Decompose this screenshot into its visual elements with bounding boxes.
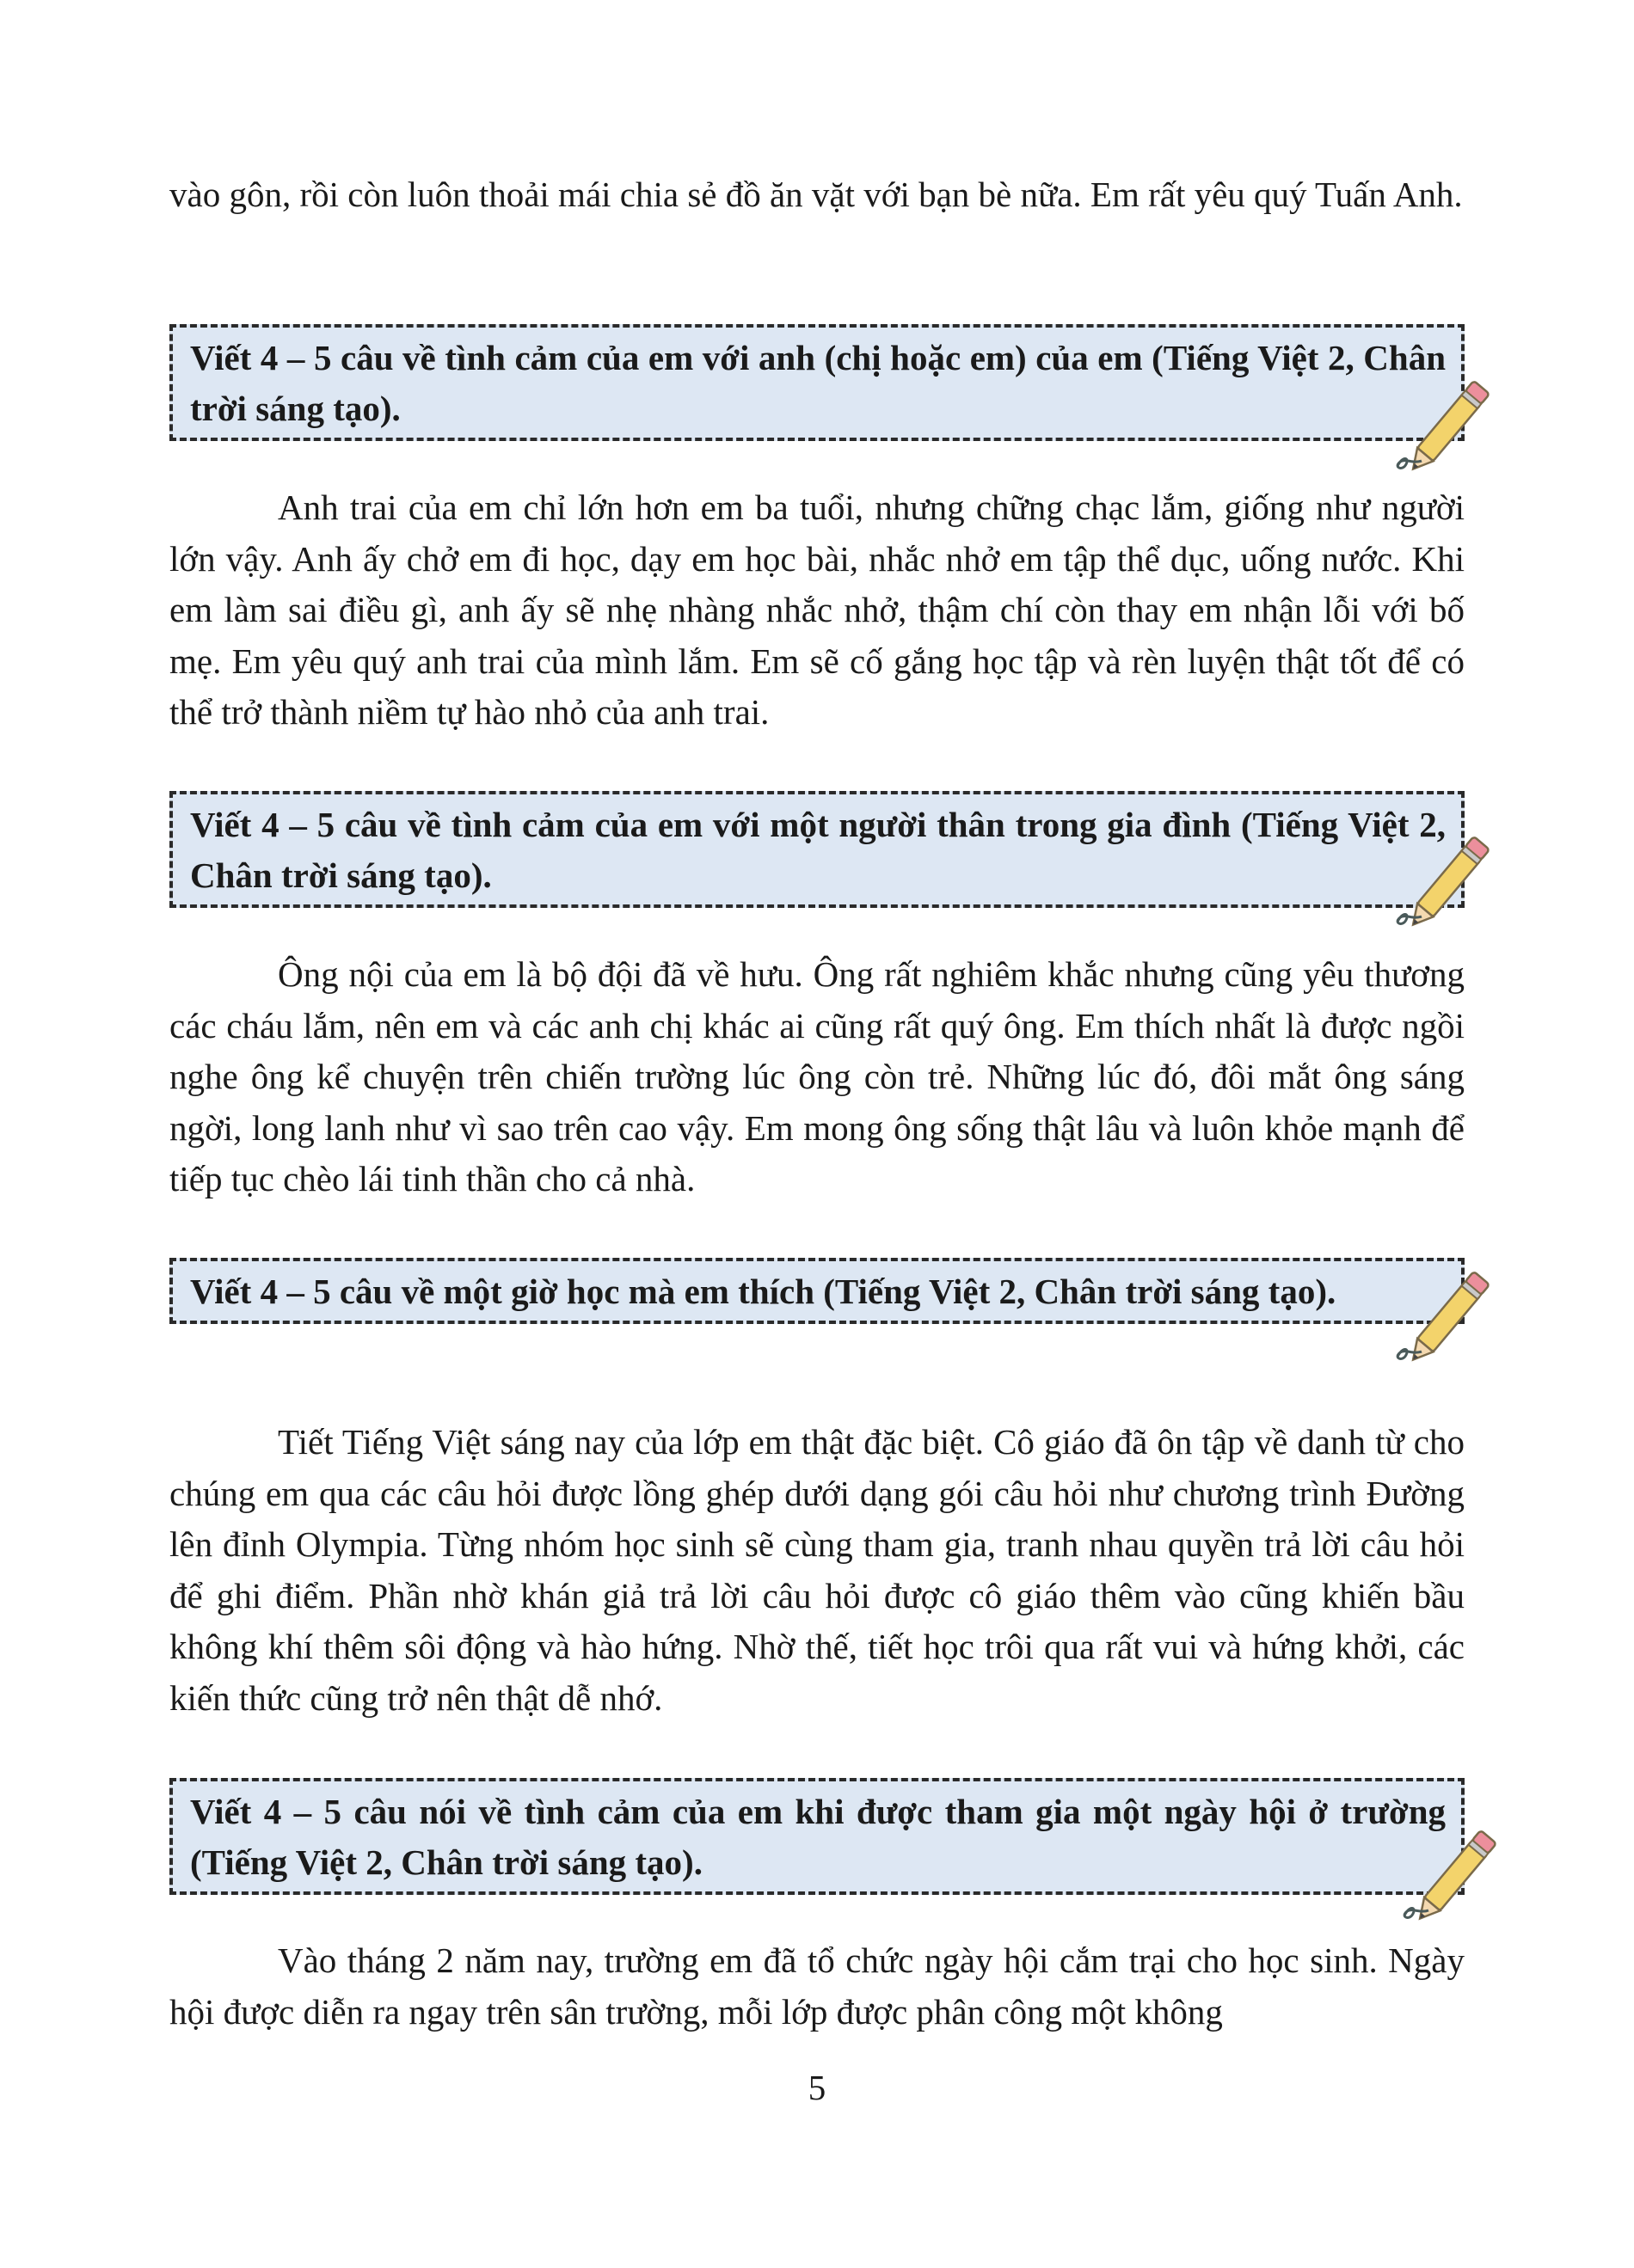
pencil-icon [1387, 377, 1508, 480]
heading-box-festival: Viết 4 – 5 câu nói về tình cảm của em khi được tham gia một ngày hội ở trường (Tiếng Việt 2, Chân trời sáng tạo). [169, 1778, 1465, 1895]
paragraph-lesson: Tiết Tiếng Việt sáng nay của lớp em thật đặc biệt. Cô giáo đã ôn tập về danh từ cho chúng em qua các câu hỏi được lồng ghép dưới dạng gói câu hỏi như chương trình Đường lên đỉnh Olympia. Từng nhóm học sinh sẽ cùng tham gia, tranh nhau quyền trả lời câu hỏi để ghi điểm. Phần nhờ khán giả trả lời câu hỏi được cô giáo thêm vào cũng khiến bầu không khí thêm sôi động và hào hứng. Nhờ thế, tiết học trôi qua rất vui và hứng khởi, các kiến thức cũng trở nên thật dễ nhớ. [169, 1422, 1465, 1718]
paragraph-grandfather: Ông nội của em là bộ đội đã về hưu. Ông rất nghiêm khắc nhưng cũng yêu thương các cháu lắm, nên em và các anh chị khác ai cũng rất quý ông. Em thích nhất là được ngồi nghe ông kể chuyện trên chiến trường lúc ông còn trẻ. Những lúc đó, đôi mắt ông sáng ngời, long lanh như vì sao trên cao vậy. Em mong ông sống thật lâu và luôn khỏe mạnh để tiếp tục chèo lái tinh thần cho cả nhà. [169, 954, 1465, 1198]
paragraph-intro-continuation: vào gôn, rồi còn luôn thoải mái chia sẻ đồ ăn vặt với bạn bè nữa. Em rất yêu quý Tuấn Anh. [169, 175, 1463, 214]
page-number: 5 [808, 2068, 826, 2107]
paragraph-sibling: Anh trai của em chỉ lớn hơn em ba tuổi, nhưng chững chạc lắm, giống như người lớn vậy. Anh ấy chở em đi học, dạy em học bài, nhắc nhở em tập thể dục, uống nước. Khi em làm sai điều gì, anh ấy sẽ nhẹ nhàng nhắc nhở, thậm chí còn thay em nhận lỗi với bố mẹ. Em yêu quý anh trai của mình lắm. Em sẽ cố gắng học tập và rèn luyện thật tốt để có thể trở thành niềm tự hào nhỏ của anh trai. [169, 487, 1465, 732]
paragraph-festival: Vào tháng 2 năm nay, trường em đã tổ chức ngày hội cắm trại cho học sinh. Ngày hội được diễn ra ngay trên sân trường, mỗi lớp được phân công một không [169, 1940, 1465, 2032]
pencil-icon [1387, 832, 1508, 935]
heading-box-relative: Viết 4 – 5 câu về tình cảm của em với một người thân trong gia đình (Tiếng Việt 2, Chân trời sáng tạo). [169, 791, 1465, 908]
pencil-icon [1387, 1267, 1508, 1370]
heading-box-sibling: Viết 4 – 5 câu về tình cảm của em với anh (chị hoặc em) của em (Tiếng Việt 2, Chân trời sáng tạo). [169, 324, 1465, 441]
pencil-icon [1394, 1826, 1514, 1929]
heading-box-lesson: Viết 4 – 5 câu về một giờ học mà em thích (Tiếng Việt 2, Chân trời sáng tạo). [169, 1258, 1465, 1324]
